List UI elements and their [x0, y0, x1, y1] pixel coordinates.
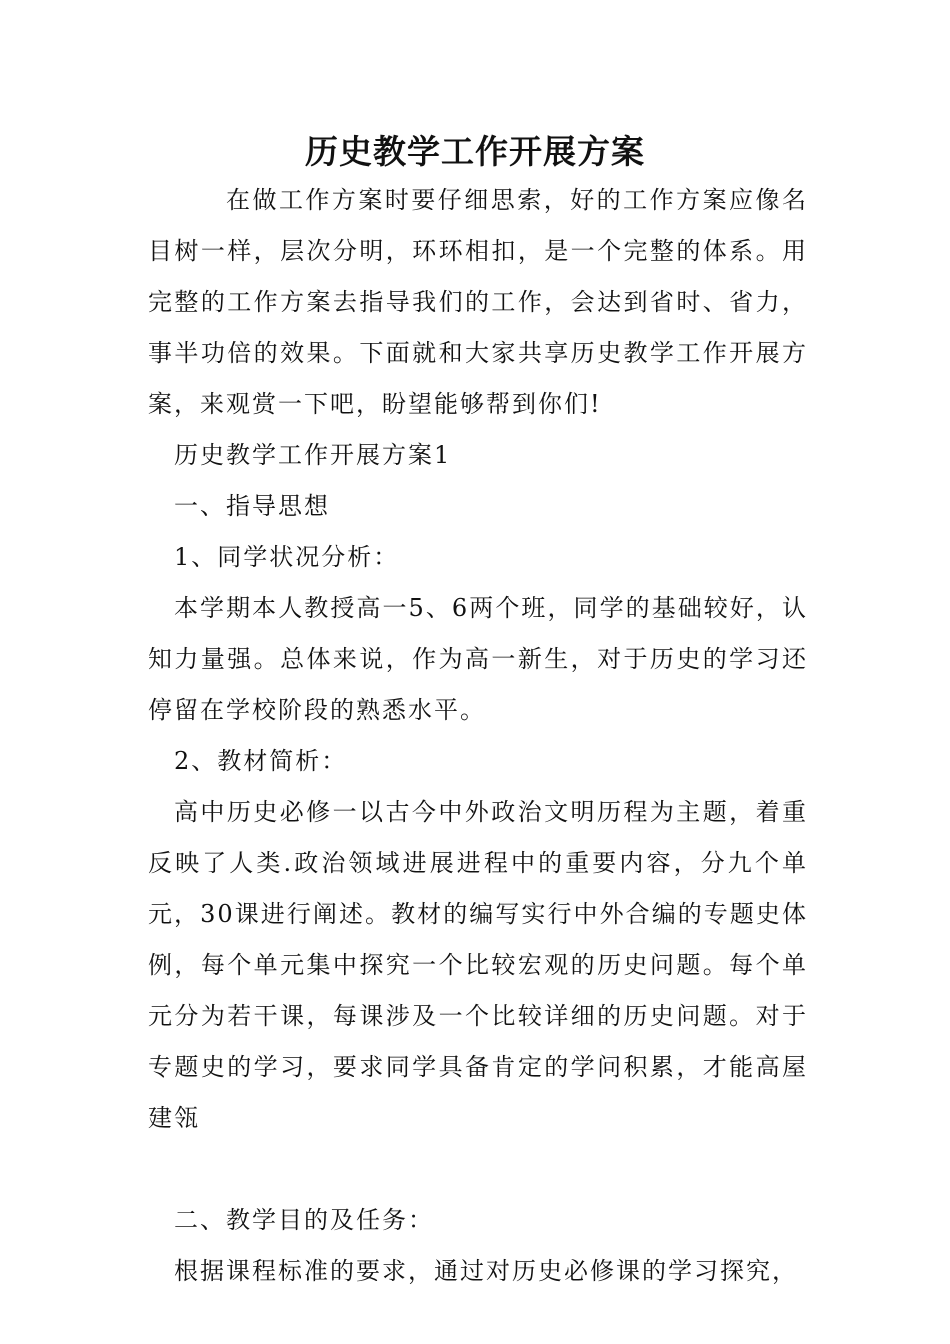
section-title: 历史教学工作开展方案1 — [174, 441, 452, 469]
subheading-student-analysis: 1、同学状况分析： — [174, 543, 400, 571]
document-body — [148, 175, 808, 1297]
intro-paragraph: 在做工作方案时要仔细思索，好的工作方案应像名目树一样，层次分明，环环相扣，是一个完整的体系。用完整的工作方案去指导我们的工作，会达到省时、省力，事半功倍的效果。下面就和大家共享历史教学工作开展方案，来观赏一下吧，盼望能够帮到你们! — [148, 186, 808, 418]
paragraph-student-analysis: 本学期本人教授高一5、6两个班，同学的基础较好，认知力量强。总体来说，作为高一新生，对于历史的学习还停留在学校阶段的熟悉水平。 — [148, 594, 808, 724]
subheading-textbook-analysis: 2、教材简析： — [174, 747, 348, 775]
heading-guiding-thought: 一、指导思想 — [174, 492, 330, 520]
heading-teaching-goals: 二、教学目的及任务： — [174, 1206, 434, 1234]
paragraph-gap — [148, 1144, 808, 1195]
paragraph-textbook-analysis: 高中历史必修一以古今中外政治文明历程为主题，着重反映了人类.政治领域进展进程中的重要内容，分九个单元，30课进行阐述。教材的编写实行中外合编的专题史体例，每个单元集中探究一个比较宏观的历史问题。每个单元分为若干课，每课涉及一个比较详细的历史问题。对于专题史的学习，要求同学具备肯定的学问积累，才能高屋建瓴 — [148, 798, 808, 1132]
document-title: 历史教学工作开展方案 — [305, 132, 645, 171]
paragraph-teaching-goals: 根据课程标准的要求，通过对历史必修课的学习探究， — [174, 1257, 798, 1285]
